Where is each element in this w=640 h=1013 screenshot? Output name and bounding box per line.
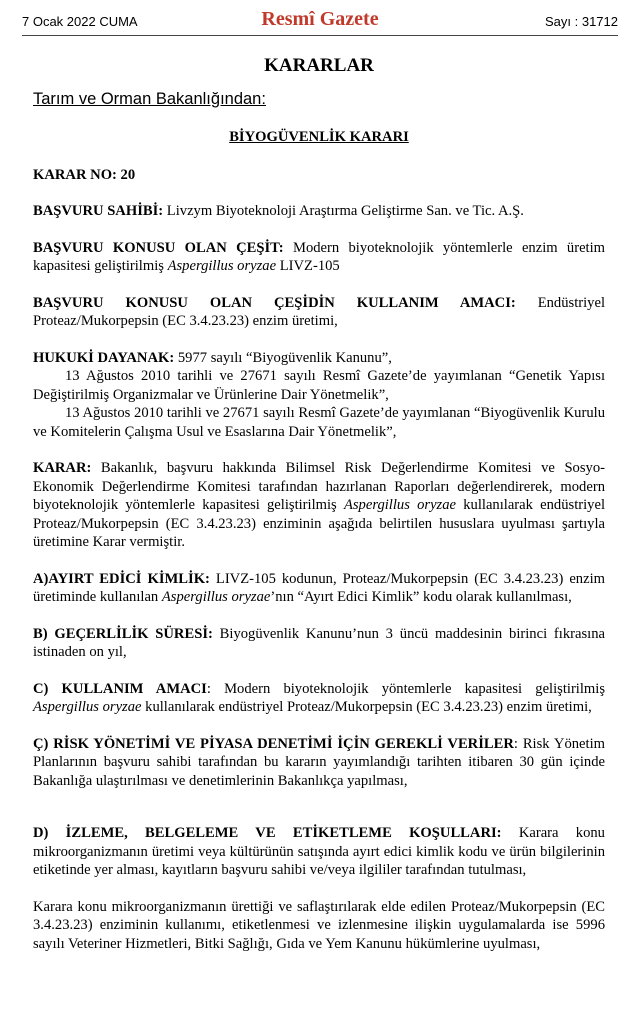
section-d-text: Karara konu mikroorganizmanın üretimi veya kültürünün satışında ayırt edici kimlik kodu ve ürün bilgilerinin etiketinde yer alması, kayıtların başvuru sahibi ve/veya ilgililer tarafından tutulması, <box>33 825 605 878</box>
section-title: KARARLAR <box>264 55 374 76</box>
legal-text-3: 13 Ağustos 2010 tarihli ve 27671 sayılı Resmî Gazete’de yayımlanan “Biyogüvenlik Kurulu ve Komitelerin Çalışma Usul ve Esaslarına Dair Yönetmelik”, <box>33 405 605 440</box>
applicant-paragraph <box>33 202 605 221</box>
header-divider <box>22 35 618 36</box>
header-date: 7 Ocak 2022 CUMA <box>22 14 138 29</box>
variety-text: Modern biyoteknolojik yöntemlerle enzim üretim kapasitesi geliştirilmiş <box>33 239 606 274</box>
header-issue: Sayı : 31712 <box>545 14 618 29</box>
legal-paragraph <box>33 349 605 368</box>
legal-label: HUKUKİ DAYANAK: <box>33 349 175 366</box>
section-c-text-2: kullanılarak endüstriyel Proteaz/Mukorpepsin (EC 3.4.23.23) enzim üretimi, <box>141 699 592 715</box>
page-header <box>22 6 618 34</box>
section-cc-label: Ç) RİSK YÖNETİMİ VE PİYASA DENETİMİ İÇİN GEREKLİ VERİLER <box>33 735 514 752</box>
variety-label: BAŞVURU KONUSU OLAN ÇEŞİT: <box>33 239 284 256</box>
section-b-paragraph <box>33 625 605 662</box>
legal-text-2: 13 Ağustos 2010 tarihli ve 27671 sayılı Resmî Gazete’de yayımlanan “Genetik Yapısı Değiştirilmiş Organizmalar ve Ürünlerine Dair Yönetmelik”, <box>33 368 605 403</box>
applicant-label: BAŞVURU SAHİBİ: <box>33 203 164 219</box>
document-body <box>33 52 605 953</box>
decision-species: Aspergillus oryzae <box>343 497 457 513</box>
section-b-label: B) GEÇERLİLİK SÜRESİ: <box>33 625 213 642</box>
decision-text-1: Bakanlık, başvuru hakkında Bilimsel Risk Değerlendirme Komitesi ve Sosyo-Ekonomik Değerlendirme Komitesi tarafından hazırlanan Raporları değerlendirerek, modern biyoteknolojik yöntemlerle kapasitesi geliştirilmiş <box>33 460 605 513</box>
decision-label: KARAR: <box>33 460 92 476</box>
variety-code: LIVZ-105 <box>276 258 340 274</box>
section-d-label: D) İZLEME, BELGELEME VE ETİKETLEME KOŞULLARI: <box>33 825 502 841</box>
variety-species: Aspergillus oryzae <box>167 258 277 274</box>
purpose-text: Endüstriyel Proteaz/Mukorpepsin (EC 3.4.23.23) enzim üretimi, <box>33 294 606 329</box>
ministry-heading: Tarım ve Orman Bakanlığından: <box>33 89 266 108</box>
variety-paragraph <box>33 239 605 276</box>
section-c-text-1: : Modern biyoteknolojik yöntemlerle kapasitesi geliştirilmiş <box>206 680 605 697</box>
decision-title: BİYOGÜVENLİK KARARI <box>229 129 409 145</box>
section-b-text: Biyogüvenlik Kanunu’nun 3 üncü maddesinin birinci fıkrasına istinaden on yıl, <box>33 625 605 660</box>
section-c-species: Aspergillus oryzae <box>33 699 142 715</box>
gazette-title: Resmî Gazete <box>261 8 379 30</box>
decision-number: KARAR NO: 20 <box>33 166 136 183</box>
decision-paragraph <box>33 459 605 552</box>
section-a-text-1: LIVZ-105 kodunun, Proteaz/Mukorpepsin (EC 3.4.23.23) enzim üretiminde kullanılan <box>33 570 605 605</box>
legal-basis-block <box>33 349 605 442</box>
section-c-label: C) KULLANIM AMACI <box>33 680 207 697</box>
section-a-label: A)AYIRT EDİCİ KİMLİK: <box>33 570 210 587</box>
purpose-paragraph <box>33 294 605 331</box>
section-a-paragraph <box>33 570 605 607</box>
closing-paragraph: Karara konu mikroorganizmanın ürettiği ve saflaştırılarak elde edilen Proteaz/Mukorpepsin (EC 3.4.23.23) enziminin kullanımı, etiketlenmesi ve izlenmesine ilişkin uygulamalarda ise 5996 sayılı Veteriner Hizmetleri, Bitki Sağlığı, Gıda ve Yem Kanunu hükümlerine uyulması, <box>33 898 605 952</box>
applicant-text: Livzym Biyoteknoloji Araştırma Geliştirme San. ve Tic. A.Ş. <box>163 203 524 219</box>
section-c-paragraph <box>33 680 605 717</box>
section-cc-text: : Risk Yönetim Planlarının başvuru sahibi tarafından bu kararın yayımlandığı tarihten itibaren 30 gün içinde Bakanlığa ulaştırılması ve denetimlerinin Bakanlıkça yapılması, <box>33 735 605 789</box>
section-a-species: Aspergillus oryzae <box>161 589 271 605</box>
purpose-label: BAŞVURU KONUSU OLAN ÇEŞİDİN KULLANIM AMACI: <box>33 294 516 311</box>
section-a-text-2: ’nın “Ayırt Edici Kimlik” kodu olarak kullanılması, <box>270 589 572 605</box>
legal-text-1: 5977 sayılı “Biyogüvenlik Kanunu”, <box>174 349 392 366</box>
decision-text-2: kullanılarak endüstriyel Proteaz/Mukorpepsin (EC 3.4.23.23) enziminin aşağıda belirtilen hususlara uyulması şartıyla üretimine Karar vermiştir. <box>33 497 606 550</box>
section-d-paragraph <box>33 824 605 880</box>
section-cc-paragraph <box>33 735 605 791</box>
